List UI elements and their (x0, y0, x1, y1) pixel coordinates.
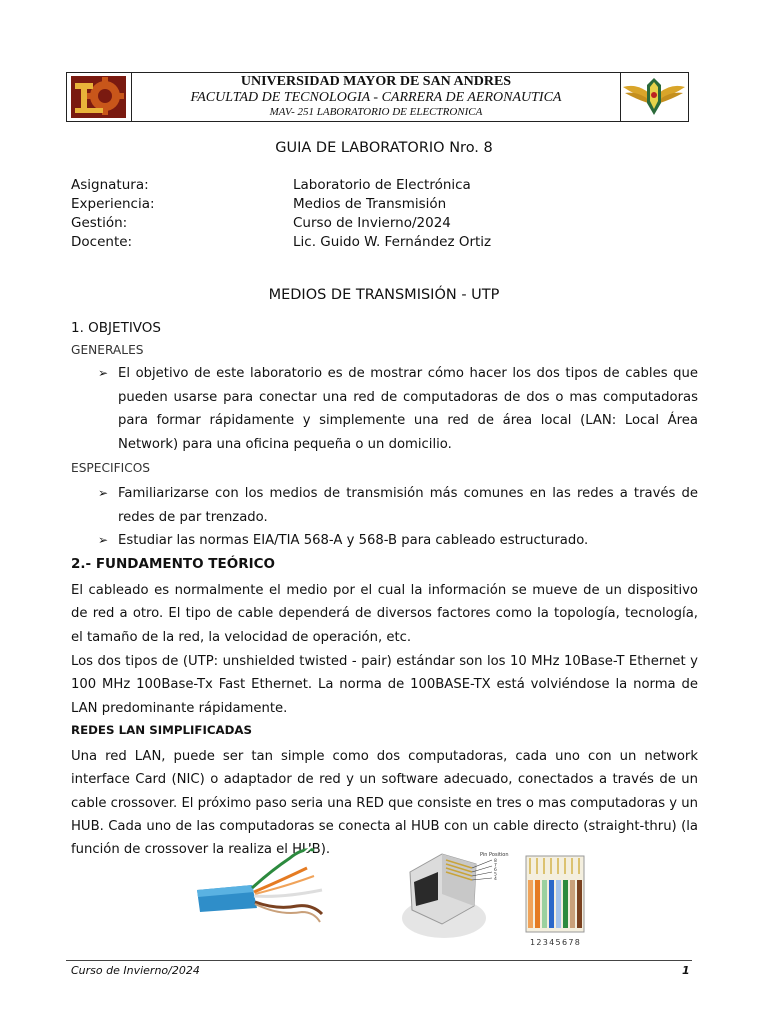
fundamento-paragraph-2: Los dos tipos de (UTP: unshielded twisted - pair) estándar son los 10 MHz 10Base-T Ethernet y 100 MHz 100Base-Tx Fast Ethernet. La norma de 100BASE-TX está volviéndose la norma de LAN predominante rápidamente. (71, 654, 698, 716)
especificos-bullet-1: Familiarizarse con los medios de transmisión más comunes en las redes a través de redes de par trenzado. (118, 486, 698, 525)
bullet-arrow-icon: ➢ (98, 533, 109, 547)
pin-label: 4 (494, 877, 497, 882)
pin-label: 7 (494, 863, 497, 869)
redes-lan-paragraph: Una red LAN, puede ser tan simple como dos computadoras, cada uno con un network interface Card (NIC) o adaptador de red y un software adecuado, conectados a través de un cable crossover. El próximo paso seria una RED que consiste en tres o mas computadoras y un HUB. Cada uno de las computadoras se conecta al HUB con un cable directo (straight-thru) (la función de crossover la realiza el HUB). (71, 749, 698, 858)
pin-label: 5 (494, 872, 497, 878)
asignatura-label: Asignatura: (71, 177, 149, 193)
faculty-logo (67, 73, 132, 121)
header-text (132, 73, 620, 121)
docente-label: Docente: (71, 234, 133, 250)
gear-logo-icon (67, 73, 129, 120)
bullet-arrow-icon: ➢ (98, 366, 109, 380)
pin-label: 8 (494, 859, 497, 864)
gestion-value: Curso de Invierno/2024 (293, 215, 451, 231)
redes-lan-subheading: REDES LAN SIMPLIFICADAS (71, 723, 253, 737)
utp-cable-image (192, 840, 332, 940)
experiencia-label: Experiencia: (71, 196, 155, 212)
asignatura-value: Laboratorio de Electrónica (293, 177, 471, 193)
footer-divider (66, 960, 692, 961)
especificos-label: ESPECIFICOS (71, 461, 151, 475)
generales-label: GENERALES (71, 343, 144, 357)
winged-emblem-icon (621, 73, 687, 120)
fundamento-paragraph-1: El cableado es normalmente el medio por el cual la información se mueve de un dispositivo de red a otro. El tipo de cable dependerá de diversos factores como la topología, tecnología, el tamaño de la red, la velocidad de operación, etc. (71, 583, 698, 645)
bullet-arrow-icon: ➢ (98, 486, 109, 500)
pin-label: 6 (494, 868, 497, 873)
rj45-connector-image (398, 838, 510, 944)
university-name: UNIVERSIDAD MAYOR DE SAN ANDRES (240, 74, 512, 89)
especificos-bullet-2: Estudiar las normas EIA/TIA 568-A y 568-B para cableado estructurado. (118, 533, 589, 548)
section2-heading: 2.- FUNDAMENTO TEÓRICO (71, 556, 276, 572)
section1-heading: 1. OBJETIVOS (71, 320, 161, 336)
guide-title: GUIA DE LABORATORIO Nro. 8 (275, 140, 493, 156)
wiring-diagram-image (520, 850, 590, 950)
course-code: MAV- 251 LABORATORIO DE ELECTRONICA (269, 106, 483, 118)
docente-value: Lic. Guido W. Fernández Ortiz (293, 234, 492, 250)
gestion-label: Gestión: (71, 215, 128, 231)
main-title: MEDIOS DE TRANSMISIÓN - UTP (268, 287, 500, 303)
pin-position-label: Pin Position (480, 852, 509, 858)
footer-course-label: Curso de Invierno/2024 (71, 964, 200, 977)
page-number: 1 (682, 964, 690, 977)
aeronautics-logo (620, 73, 688, 121)
pin-numbers-label: 12345678 (530, 938, 582, 947)
generales-bullet: El objetivo de este laboratorio es de mostrar cómo hacer los dos tipos de cables que pueden usarse para conectar una red de computadoras de dos o mas computadoras para formar rápidamente y simplemente una red de área local (LAN: Local Área Network) para una oficina pequeña o un domicilio. (118, 366, 698, 452)
faculty-name: FACULTAD DE TECNOLOGIA - CARRERA DE AERONAUTICA (190, 90, 562, 105)
document-header (66, 72, 689, 122)
experiencia-value: Medios de Transmisión (293, 196, 447, 212)
